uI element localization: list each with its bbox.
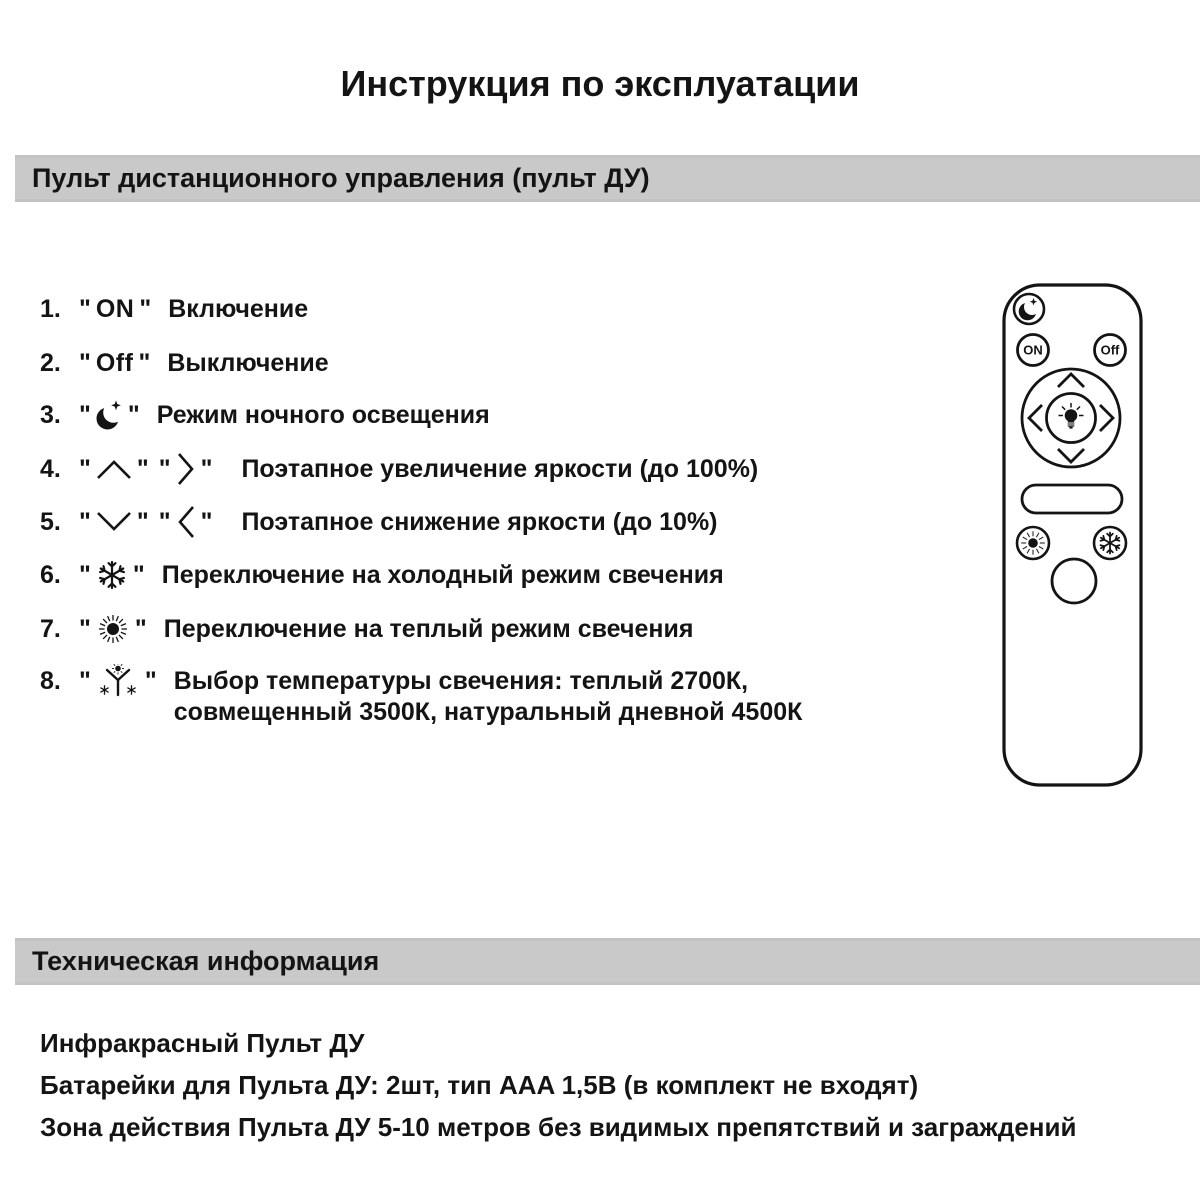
remote-control-diagram (1002, 283, 1143, 787)
off-key-label: Off (95, 348, 134, 377)
quote-mark: " (138, 348, 151, 377)
chevron-down-icon (96, 510, 132, 534)
quote-mark: " (79, 666, 91, 695)
instruction-item-7 (40, 610, 693, 648)
color-temperature-icon (96, 664, 140, 698)
quote-mark: " (79, 614, 91, 643)
section-header-tech (15, 938, 1200, 985)
quote-mark: " (134, 614, 147, 643)
on-key-label: ON (95, 294, 135, 323)
quote-mark: " (79, 507, 91, 536)
item-number: 5. (40, 507, 61, 536)
quote-mark: " (139, 294, 152, 323)
instruction-item-8 (40, 662, 803, 726)
quote-mark: " (200, 507, 213, 536)
instruction-item-3 (40, 396, 490, 434)
tech-info (40, 1022, 1076, 1148)
chevron-up-icon (96, 457, 132, 481)
sun-icon (96, 612, 130, 646)
remote-on-label: ON (1023, 342, 1043, 358)
quote-mark: " (79, 400, 91, 429)
snowflake-icon (96, 559, 128, 591)
chevron-right-icon (176, 451, 196, 487)
section-header-remote-label: Пульт дистанционного управления (пульт ДУ) (32, 163, 650, 193)
item-description: Поэтапное снижение яркости (до 10%) (241, 507, 718, 536)
instruction-item-4 (40, 450, 758, 488)
instruction-item-1 (40, 290, 308, 328)
item-number: 3. (40, 400, 61, 429)
quote-mark: " (136, 507, 149, 536)
quote-mark: " (79, 454, 91, 483)
section-header-tech-label: Техническая информация (32, 946, 380, 976)
item-description: Переключение на холодный режим свечения (161, 560, 724, 589)
page-title: Инструкция по эксплуатации (340, 63, 860, 104)
item-description: Включение (168, 294, 309, 323)
item-description-line-2: совмещенный 3500К, натуральный дневной 4500К (173, 698, 803, 726)
item-description-line-1: Выбор температуры свечения: теплый 2700К, (173, 667, 749, 695)
item-description: Переключение на теплый режим свечения (163, 614, 694, 643)
quote-mark: " (136, 454, 149, 483)
tech-info-line-3: Зона действия Пульта ДУ 5-10 метров без видимых препятствий и заграждений (40, 1112, 1077, 1142)
quote-mark: " (158, 507, 171, 536)
instruction-item-5 (40, 503, 718, 541)
quote-mark: " (79, 294, 91, 323)
item-key-group (40, 662, 162, 700)
section-header-remote (15, 155, 1200, 202)
quote-mark: " (127, 400, 140, 429)
remote-warm-mode-button (1017, 527, 1049, 559)
item-number: 7. (40, 614, 61, 643)
quote-mark: " (144, 666, 157, 695)
quote-mark: " (79, 560, 91, 589)
item-number: 2. (40, 348, 61, 377)
quote-mark: " (200, 454, 213, 483)
tech-info-line-2: Батарейки для Пульта ДУ: 2шт, тип AAA 1,5В (в комплект не входят) (40, 1070, 919, 1100)
item-description (174, 662, 803, 728)
moon-icon (96, 399, 123, 432)
quote-mark: " (79, 348, 91, 377)
tech-info-line-1: Инфракрасный Пульт ДУ (40, 1028, 365, 1058)
quote-mark: " (158, 454, 171, 483)
item-description: Поэтапное увеличение яркости (до 100%) (241, 454, 759, 483)
item-number: 4. (40, 454, 61, 483)
instruction-item-2 (40, 344, 329, 382)
remote-off-label: Off (1100, 342, 1120, 358)
chevron-left-icon (176, 504, 196, 540)
item-description: Режим ночного освещения (156, 400, 490, 429)
item-number: 6. (40, 560, 61, 589)
item-number: 1. (40, 294, 61, 323)
quote-mark: " (132, 560, 145, 589)
item-description: Выключение (167, 348, 329, 377)
item-number: 8. (40, 666, 61, 695)
instruction-item-6 (40, 556, 724, 594)
